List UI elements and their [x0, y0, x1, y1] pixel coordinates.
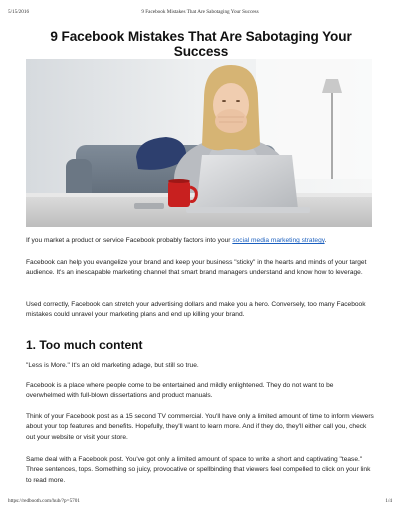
page-number: 1/4 [385, 498, 392, 504]
paragraph-4: "Less is More." It's an old marketing adage, but still so true. [26, 362, 199, 369]
article-title: 9 Facebook Mistakes That Are Sabotaging Your Success [50, 29, 352, 59]
intro-text-end: . [324, 237, 327, 244]
section-heading: 1. Too much content [26, 338, 143, 352]
paragraph-5: Facebook is a place where people come to be entertained and mildly enlightened. They do not want to be overwhelmed with full-blown dissertations and product manuals. [26, 382, 334, 400]
print-url: https://redbooth.com/hub/?p=5701 [8, 498, 80, 504]
intro-paragraph [26, 236, 374, 246]
paragraph-6: Think of your Facebook post as a 15 second TV commercial. You'll have only a limited amount of time to inform viewers about your top features and benefits. Hopefully, they'll want to learn more. And if they do, they'll either call you, check out your website or visit your store. [26, 413, 374, 441]
hero-image [26, 59, 372, 227]
intro-text: If you market a product or service Facebook probably factors into your [26, 237, 233, 244]
print-date: 5/15/2016 [8, 9, 30, 15]
print-footer [8, 498, 392, 506]
paragraph-2: Facebook can help you evangelize your brand and keep your business "sticky" in the hearts and minds of your target audience. It's an inescapable marketing channel that smart brand managers understand and know how to leverage. [26, 259, 367, 277]
print-header [8, 9, 392, 19]
social-media-strategy-link[interactable]: social media marketing strategy [232, 237, 325, 244]
hero-illustration [26, 59, 372, 227]
paragraph-7: Same deal with a Facebook post. You've got only a limited amount of space to write a short and captivating "tease." Three sentences, tops. Something so juicy, provocative or spellbinding that viewers feel compelled to click on your link to read more. [26, 456, 371, 484]
print-doc-title: 9 Facebook Mistakes That Are Sabotaging Your Success [141, 9, 259, 15]
paragraph-3: Used correctly, Facebook can stretch your advertising dollars and make you a hero. Conversely, too many Facebook mistakes could unravel your marketing plans and end up killing your brand. [26, 301, 366, 319]
